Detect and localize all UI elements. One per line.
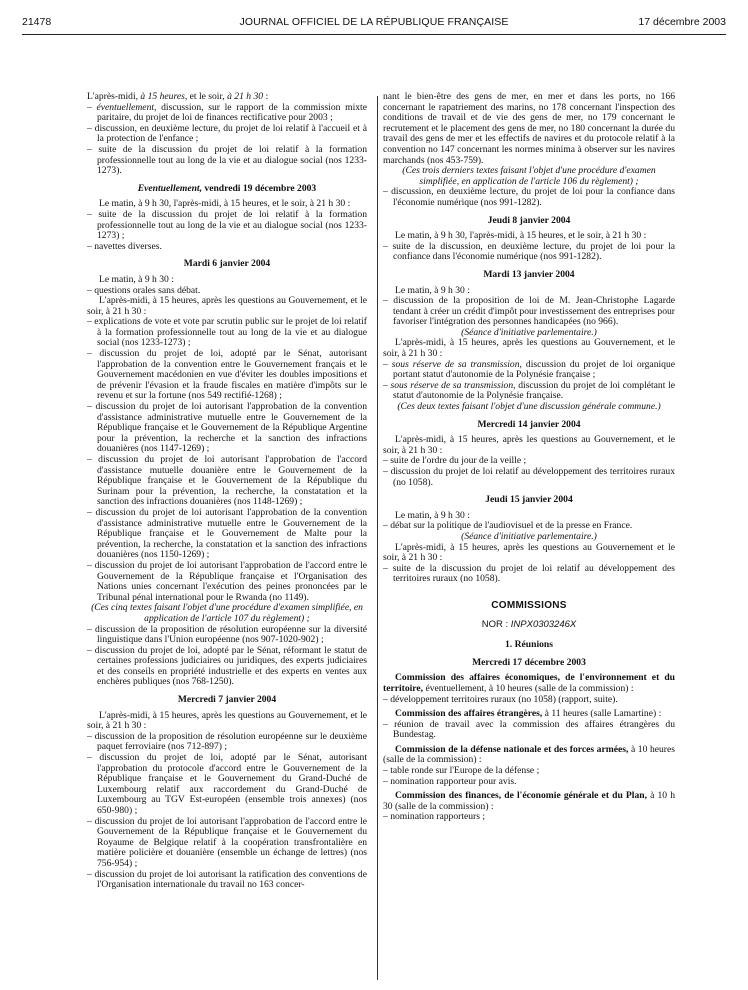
day-heading: Jeudi 15 janvier 2004 bbox=[485, 494, 573, 506]
agenda-item: – développement territoires ruraux (no 1058) (rapport, suite). bbox=[383, 693, 618, 705]
day-heading: Mercredi 7 janvier 2004 bbox=[177, 694, 277, 706]
agenda-item: – discussion du projet de loi autorisant la ratification des conventions de l'Organisation internationale du travail no 163 concer- bbox=[87, 868, 367, 891]
header-rule bbox=[22, 34, 726, 35]
agenda-item: – discussion du projet de loi autorisant l'approbation de l'accord entre le Gouvernement de la République française et le Gouvernement du Royaume de Belgique relatif à la coopération transfrontalière en matière policière et douanière (ensemble un échange de lettres) (nos 756-954) ; bbox=[87, 815, 367, 869]
agenda-item: – discussion du projet de loi, adopté par le Sénat, réformant le statut de certaines professions judiciaires ou juridiques, des experts judiciaires et des conseils en propriété industrielle et des experts en ventes aux enchères publiques (nos 768-1250). bbox=[87, 644, 368, 688]
page-number: 21478 bbox=[22, 16, 52, 28]
agenda-item: – discussion du projet de loi autorisant l'approbation de la convention d'assistance administrative mutuelle entre le Gouvernement de la République française et le Gouvernement de Malte pour la prévention, la recherche, la constatation et la sanction des infractions douanières (nos 1150-1269) ; bbox=[87, 506, 367, 561]
agenda-item: – discussion de la proposition de résolution européenne sur le deuxième paquet ferroviaire (nos 712-897) ; bbox=[87, 730, 367, 753]
right-column bbox=[383, 92, 675, 823]
commission-entry: Commission des affaires étrangères, à 11 heures (salle Lamartine) : bbox=[395, 708, 662, 720]
day-heading: Jeudi 8 janvier 2004 bbox=[487, 214, 571, 226]
agenda-item: – discussion de la proposition de résolution européenne sur la diversité linguistique dans l'Union européenne (nos 907-1020-902) ; bbox=[87, 623, 367, 646]
left-column bbox=[87, 92, 367, 891]
procedure-note: (Ces deux textes faisant l'objet d'une discussion générale commune.) bbox=[397, 401, 661, 413]
agenda-item: – suite de la discussion du projet de loi relatif au développement des territoires ruraux (no 1058). bbox=[383, 562, 675, 585]
day-heading: Mardi 6 janvier 2004 bbox=[183, 258, 271, 270]
day-heading: Mardi 13 janvier 2004 bbox=[483, 268, 575, 280]
agenda-item-continued: nant le bien-être des gens de mer, en mer et dans les ports, no 166 concernant le rapatriement des marins, no 178 concernant l'inspection des conditions de travail et de vie des gens de mer, no 179 concernant le recrutement et le placement des gens de mer, no 180 concernant la durée du travail des gens de mer et les effectifs de navires et du protocole relatif à la convention no 147 concernant les normes minima à observer sur les navires marchands (nos 453-759). bbox=[383, 91, 675, 166]
session-intro: L'après-midi, à 15 heures, après les questions au Gouvernement, et le soir, à 21 h 30 : bbox=[383, 337, 675, 360]
agenda-item: – nomination rapporteur pour avis. bbox=[383, 775, 517, 787]
procedure-note: (Ces cinq textes faisant l'objet d'une procédure d'examen simplifiée, en application de l'article 107 du règlement) ; bbox=[91, 602, 363, 624]
agenda-item: – suite de la discussion du projet de loi relatif à la formation professionnelle tout au long de la vie et au dialogue social (nos 1233-1273) ; bbox=[87, 208, 368, 242]
agenda-item: – débat sur la politique de l'audiovisuel et de la presse en France. bbox=[383, 520, 633, 532]
issue-date: 17 décembre 2003 bbox=[638, 16, 726, 28]
agenda-item: – questions orales sans débat. bbox=[87, 284, 201, 296]
procedure-note: (Ces trois derniers textes faisant l'objet d'une procédure d'examen simplifiée, en application de l'article 106 du règlement) ; bbox=[402, 165, 656, 187]
agenda-item: – sous réserve de sa transmission, discussion du projet de loi complétant le statut d'autonomie de la Polynésie française. bbox=[383, 379, 676, 402]
agenda-item: – réunion de travail avec la commission des affaires étrangères du Bundestag. bbox=[383, 718, 675, 741]
session-intro: Le matin, à 9 h 30 : bbox=[395, 284, 470, 296]
session-intro: Le matin, à 9 h 30 : bbox=[395, 509, 470, 521]
day-heading: Eventuellement, vendredi 19 décembre 2003 bbox=[137, 182, 317, 194]
agenda-item: – discussion du projet de loi relatif au développement des territoires ruraux (no 1058). bbox=[383, 466, 675, 488]
commission-entry: Commission de la défense nationale et des forces armées, à 10 heures (salle de la commission) : bbox=[383, 743, 675, 766]
session-intro: L'après-midi, à 15 heures, après les questions au Gouvernement, et le soir, à 21 h 30 : bbox=[383, 434, 675, 456]
commission-entry: Commission des affaires économiques, de l'environnement et du territoire, éventuellement, à 10 heures (salle de la commission) : bbox=[383, 672, 675, 694]
day-heading: Mercredi 14 janvier 2004 bbox=[477, 418, 581, 430]
agenda-item: – discussion, en deuxième lecture, du projet de loi pour la confiance dans l'économie numérique (nos 991-1282). bbox=[383, 186, 675, 208]
agenda-item: – discussion du projet de loi, adopté par le Sénat, autorisant l'approbation de la convention entre le Gouvernement français et le Gouvernement macédonien en vue d'éviter les doubles impositions et de prévenir l'évasion et la fraude fiscales en matière d'impôts sur le revenu et sur la fortune (nos 549 rectifié-1268) ; bbox=[87, 348, 368, 402]
session-intro: L'après-midi, à 15 heures, après les questions au Gouvernement, et le soir, à 21 h 30 : bbox=[87, 295, 367, 317]
agenda-item: – sous réserve de sa transmission, discussion du projet de loi organique portant statut d'autonomie de la Polynésie française ; bbox=[383, 358, 676, 381]
session-intro: L'après-midi, à 15 heures, et le soir, à 21 h 30 : bbox=[87, 91, 269, 102]
agenda-item: – suite de la discussion, en deuxième lecture, du projet de loi pour la confiance dans l'économie numérique (nos 991-1282). bbox=[383, 240, 675, 263]
agenda-item: – explications de vote et vote par scrutin public sur le projet de loi relatif à la formation professionnelle tout au long de la vie et au dialogue social (nos 1233-1273) ; bbox=[87, 316, 367, 349]
procedure-note: (Séance d'initiative parlementaire.) bbox=[461, 326, 597, 338]
session-intro: Le matin, à 9 h 30, l'après-midi, à 15 heures, et le soir, à 21 h 30 : bbox=[99, 198, 351, 210]
agenda-item: – discussion de la proposition de loi de M. Jean-Christophe Lagarde tendant à créer un crédit d'impôt pour investissement des entreprises pour favoriser l'intégration des personnes handicapées (no 966). bbox=[383, 295, 675, 328]
agenda-item: – suite de l'ordre du jour de la veille ; bbox=[383, 455, 527, 467]
day-heading: Mercredi 17 décembre 2003 bbox=[472, 656, 586, 668]
session-intro: L'après-midi, à 15 heures, après les questions au Gouvernement, et le soir, à 21 h 30 : bbox=[87, 709, 367, 732]
nor-reference: NOR : INPX0303246X bbox=[481, 618, 577, 630]
session-intro: L'après-midi, à 15 heures, après les questions au Gouvernement et le soir, à 21 h 30 : bbox=[383, 541, 675, 564]
subsection-title: 1. Réunions bbox=[505, 639, 553, 651]
agenda-item: – table ronde sur l'Europe de la défense ; bbox=[383, 765, 540, 777]
page-header bbox=[22, 14, 726, 36]
commission-entry: Commission des finances, de l'économie générale et du Plan, à 10 h 30 (salle de la commission) : bbox=[383, 790, 675, 812]
agenda-item: – discussion du projet de loi autorisant l'approbation de la convention d'assistance administrative mutuelle entre le Gouvernement de la République française et le Gouvernement de la République Argentine pour la prévention, la recherche et la sanction des infractions douanières (nos 1147-1269) ; bbox=[87, 401, 367, 455]
journal-title: JOURNAL OFFICIEL DE LA RÉPUBLIQUE FRANÇAISE bbox=[239, 16, 509, 28]
agenda-item: – discussion, en deuxième lecture, du projet de loi relatif à l'accueil et à la protection de l'enfance ; bbox=[87, 122, 367, 145]
procedure-note: (Séance d'initiative parlementaire.) bbox=[461, 530, 597, 542]
column-divider bbox=[377, 96, 378, 980]
session-intro: Le matin, à 9 h 30, l'après-midi, à 15 heures, et le soir, à 21 h 30 : bbox=[395, 230, 647, 242]
agenda-item: – suite de la discussion du projet de loi relatif à la formation professionnelle tout au long de la vie et au dialogue social (nos 1233-1273). bbox=[87, 143, 368, 177]
session-intro: Le matin, à 9 h 30 : bbox=[99, 273, 174, 285]
section-title: COMMISSIONS bbox=[491, 599, 567, 611]
agenda-item: – discussion du projet de loi, adopté par le Sénat, autorisant l'approbation du protocole d'accord entre le Gouvernement de la République française et le Gouvernement du Grand-Duché de Luxembourg relatif aux raccordement du Grand-Duché de Luxembourg au TGV Est-européen (ensemble trois annexes) (nos 650-980) ; bbox=[87, 752, 368, 816]
agenda-item: – nomination rapporteurs ; bbox=[383, 811, 486, 823]
agenda-item: – discussion du projet de loi autorisant l'approbation de l'accord entre le Gouvernement de la République française et l'Organisation des Nations unies concernant l'exécution des peines prononcées par le Tribunal pénal international pour le Rwanda (no 1149). bbox=[87, 559, 367, 603]
agenda-item: – discussion du projet de loi autorisant l'approbation de l'accord d'assistance mutuelle douanière entre le Gouvernement de la République française et le Gouvernement de la République du Surinam pour la prévention, la recherche, la constatation et la sanction des infractions douanières (nos 1148-1269) ; bbox=[87, 454, 367, 508]
agenda-item: – navettes diverses. bbox=[87, 240, 162, 252]
agenda-item: – éventuellement, discussion, sur le rapport de la commission mixte paritaire, du projet de loi de finances rectificative pour 2003 ; bbox=[87, 101, 367, 124]
